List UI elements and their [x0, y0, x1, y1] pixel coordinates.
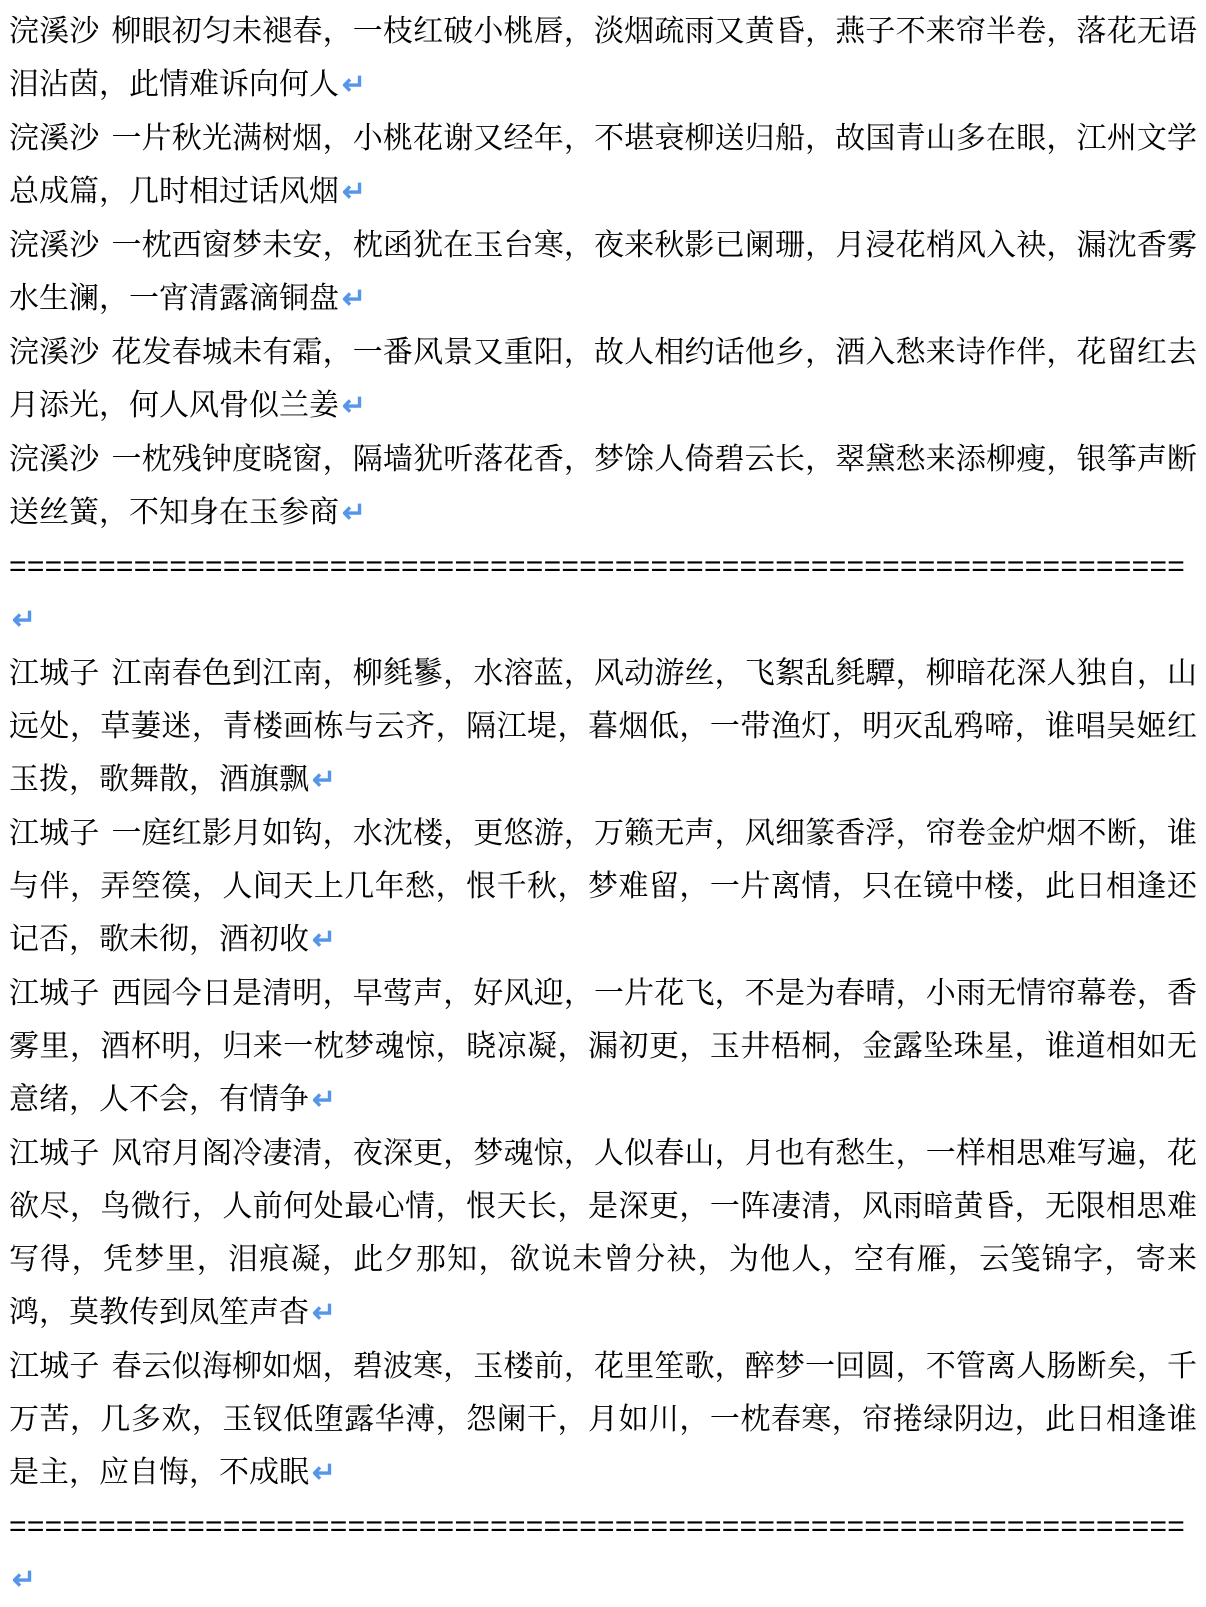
poem-text: 风帘月阁冷凄清，夜深更，梦魂惊，人似春山，月也有愁生，一样相思难写遍，花欲尽，鸟微行，人前何处最心情，恨天长，是深更，一阵凄清，风雨暗黄昏，无限相思难写得，凭梦里，泪痕凝，此夕那知，欲说未曾分袂，为他人，空有雁，云笺锦字，寄来鸿，莫教传到凤笙声杳 — [9, 1137, 1198, 1329]
paragraph-mark-icon: ↵ — [342, 390, 366, 422]
poem-paragraph — [9, 1340, 1197, 1500]
poem-text: 春云似海柳如烟，碧波寒，玉楼前，花里笙歌，醉梦一回圆，不管离人肠断矣，千万苦，几多欢，玉钗低堕露华溥，怨阑干，月如川，一枕春寒，帘捲绿阴边，此日相逢谁是主，应自悔，不成眠 — [9, 1350, 1198, 1489]
tune-title: 浣溪沙 — [9, 15, 100, 48]
paragraph-mark-icon: ↵ — [342, 497, 366, 529]
poem-text: 一庭红影月如钩，水沈楼，更悠游，万籁无声，风细篆香浮，帘卷金炉烟不断，谁与伴，弄箜篌，人间天上几年愁，恨千秋，梦难留，一片离情，只在镜中楼，此日相逢还记否，歌未彻，酒初收 — [9, 817, 1198, 956]
poem-text: 一片秋光满树烟，小桃花谢又经年，不堪衰柳送归船，故国青山多在眼，江州文学总成篇，几时相过话风烟 — [9, 122, 1198, 208]
tune-title: 江城子 — [9, 817, 100, 850]
poem-text: 西园今日是清明，早莺声，好风迎，一片花飞，不是为春晴，小雨无情帘幕卷，香雾里，酒杯明，归来一枕梦魂惊，晓凉凝，漏初更，玉井梧桐，金露坠珠星，谁道相如无意绪，人不会，有情争 — [9, 977, 1198, 1116]
poem-paragraph — [9, 967, 1197, 1127]
tune-title: 浣溪沙 — [9, 122, 100, 155]
poem-paragraph — [9, 807, 1197, 967]
poem-text: 一枕残钟度晓窗，隔墙犹听落花香，梦馀人倚碧云长，翠黛愁来添柳瘦，银筝声断送丝簧，不知身在玉参商 — [9, 443, 1198, 529]
paragraph-mark-icon: ↵ — [312, 1297, 336, 1329]
separator-line — [9, 540, 1197, 647]
paragraph-mark-icon: ↵ — [312, 764, 336, 796]
poem-text: 江南春色到江南，柳毵鬖，水溶蓝，风动游丝，飞絮乱毵驔，柳暗花深人独自，山远处，草萋迷，青楼画栋与云齐，隔江堤，暮烟低，一带渔灯，明灭乱鸦啼，谁唱吴姬红玉拨，歌舞散，酒旗飘 — [9, 657, 1198, 796]
tune-title: 江城子 — [9, 1137, 100, 1170]
paragraph-mark-icon: ↵ — [12, 604, 37, 636]
paragraph-mark-icon: ↵ — [342, 283, 366, 315]
poem-paragraph — [9, 647, 1197, 807]
tune-title: 浣溪沙 — [9, 229, 100, 262]
tune-title: 浣溪沙 — [9, 336, 100, 369]
poem-paragraph — [9, 112, 1197, 219]
poem-paragraph — [9, 5, 1197, 112]
paragraph-mark-icon: ↵ — [312, 1457, 336, 1489]
paragraph-mark-icon: ↵ — [12, 1564, 37, 1596]
tune-title: 江城子 — [9, 657, 100, 690]
paragraph-mark-icon: ↵ — [312, 1084, 336, 1116]
tune-title: 浣溪沙 — [9, 443, 100, 476]
separator-text: ================================================================== — [9, 1510, 1186, 1543]
poem-paragraph — [9, 433, 1197, 540]
poem-text: 柳眼初匀未褪春，一枝红破小桃唇，淡烟疏雨又黄昏，燕子不来帘半卷，落花无语泪沾茵，此情难诉向何人 — [9, 15, 1198, 101]
poem-paragraph — [9, 326, 1197, 433]
paragraph-mark-icon: ↵ — [342, 69, 366, 101]
poem-paragraph — [9, 1127, 1197, 1340]
paragraph-mark-icon: ↵ — [312, 924, 336, 956]
poem-paragraph — [9, 219, 1197, 326]
poem-text: 一枕西窗梦未安，枕函犹在玉台寒，夜来秋影已阑珊，月浸花梢风入袂，漏沈香雾水生澜，一宵清露滴铜盘 — [9, 229, 1198, 315]
paragraph-mark-icon: ↵ — [342, 176, 366, 208]
poem-text: 花发春城未有霜，一番风景又重阳，故人相约话他乡，酒入愁来诗作伴，花留红去月添光，何人风骨似兰姜 — [9, 336, 1198, 422]
tune-title: 江城子 — [9, 977, 100, 1010]
document-text-area — [9, 5, 1197, 1607]
separator-line — [9, 1500, 1197, 1607]
tune-title: 江城子 — [9, 1350, 100, 1383]
separator-text: ================================================================== — [9, 550, 1186, 583]
